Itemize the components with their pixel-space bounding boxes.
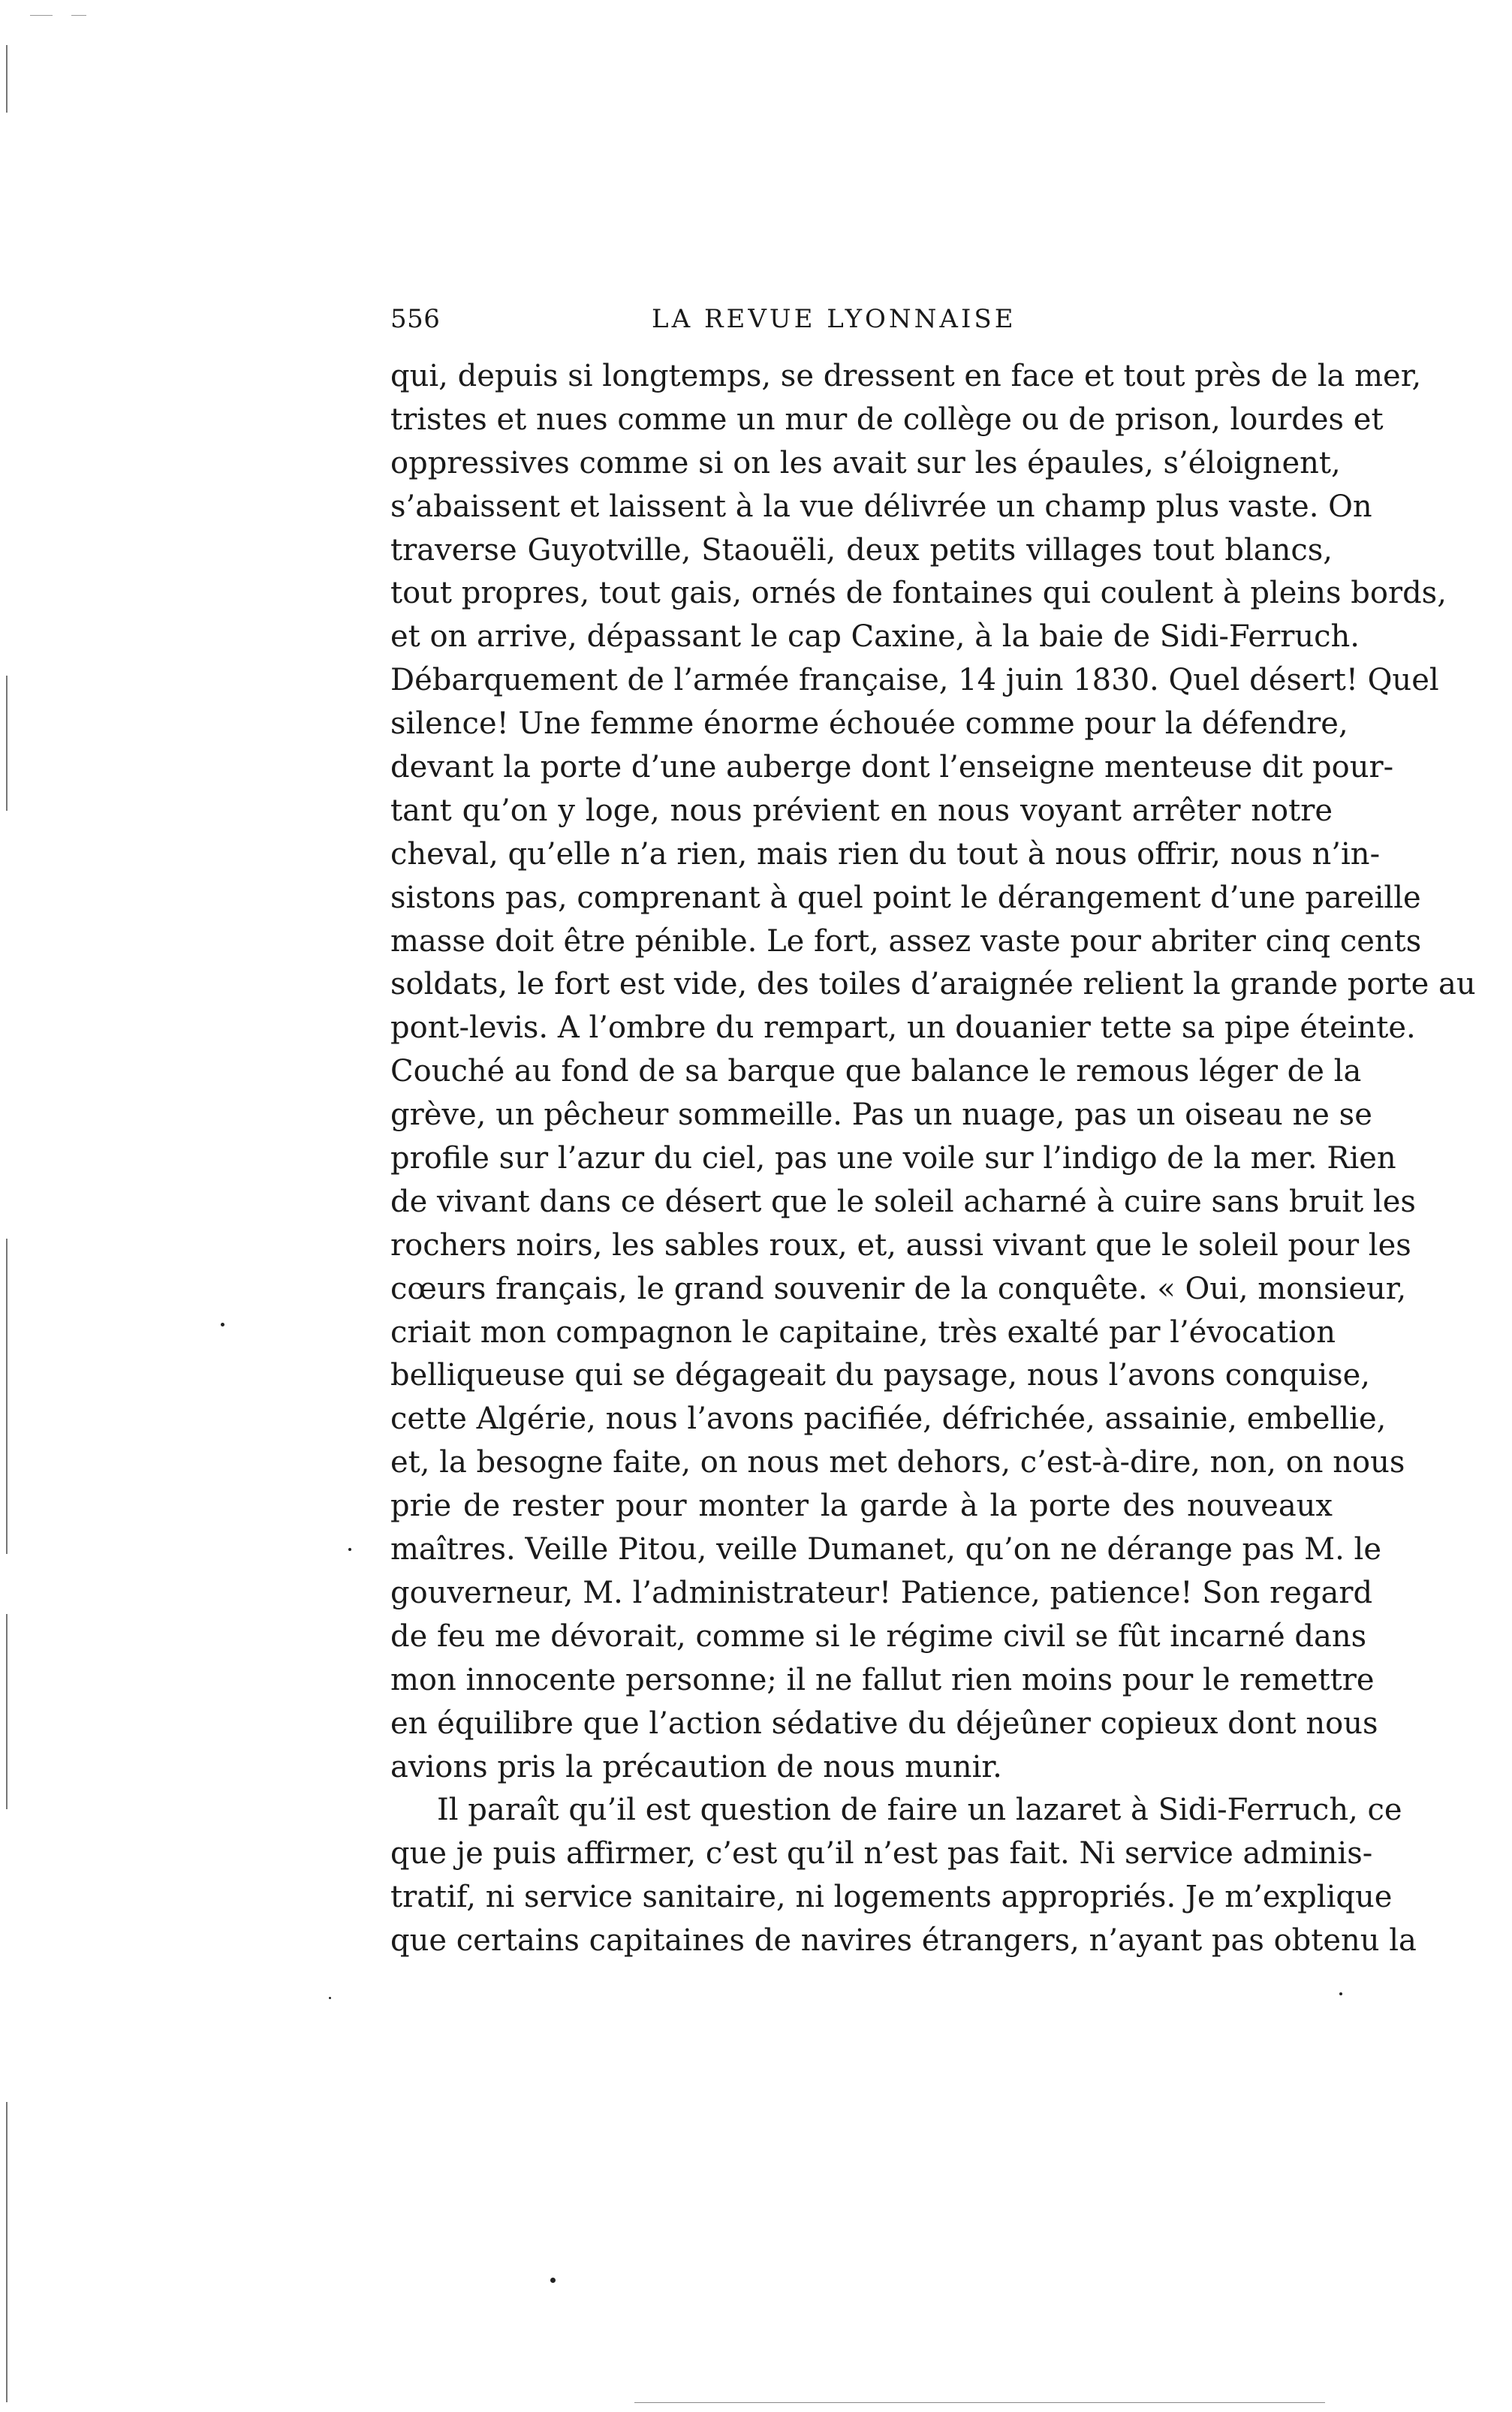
text-line: et, la besogne faite, on nous met dehors, c’est-à-dire, non, on nous xyxy=(390,1445,1405,1480)
text-line: belliqueuse qui se dégageait du paysage, nous l’avons conquise, xyxy=(390,1358,1371,1393)
scan-top-rule xyxy=(71,15,86,16)
scan-speck xyxy=(221,1323,224,1326)
text-line: pont-levis. A l’ombre du rempart, un douanier tette sa pipe éteinte. xyxy=(390,1010,1416,1046)
text-line: grève, un pêcheur sommeille. Pas un nuage, pas un oiseau ne se xyxy=(390,1098,1372,1133)
text-line: que je puis affirmer, c’est qu’il n’est pas fait. Ni service adminis- xyxy=(390,1836,1373,1871)
scan-speck xyxy=(348,1548,351,1551)
text-line: devant la porte d’une auberge dont l’enseigne menteuse dit pour- xyxy=(390,750,1394,785)
scan-speck xyxy=(550,2278,556,2283)
text-line: gouverneur, M. l’administrateur! Patience, patience! Son regard xyxy=(390,1575,1373,1610)
text-line: maîtres. Veille Pitou, veille Dumanet, qu’on ne dérange pas M. le xyxy=(390,1532,1382,1567)
text-line: silence! Une femme énorme échouée comme pour la défendre, xyxy=(390,706,1348,742)
scan-top-rule xyxy=(30,15,53,16)
scan-margin-line xyxy=(6,1614,8,1809)
text-line: prie de rester pour monter la garde à la porte des nouveaux xyxy=(390,1489,1333,1524)
text-line-paragraph-end: avions pris la précaution de nous munir. xyxy=(390,1749,1002,1784)
page-number: 556 xyxy=(390,304,441,334)
text-line: Débarquement de l’armée française, 14 juin 1830. Quel désert! Quel xyxy=(390,663,1439,698)
scan-bottom-rule xyxy=(634,2402,1325,2403)
scan-speck xyxy=(1339,1992,1342,1995)
text-line: qui, depuis si longtemps, se dressent en face et tout près de la mer, xyxy=(390,359,1422,393)
body-text xyxy=(390,355,1476,1962)
text-line: cheval, qu’elle n’a rien, mais rien du tout à nous offrir, nous n’in- xyxy=(390,836,1381,872)
text-line: s’abaissent et laissent à la vue délivrée un champ plus vaste. On xyxy=(390,489,1372,524)
text-line: cette Algérie, nous l’avons pacifiée, défrichée, assainie, embellie, xyxy=(390,1402,1387,1437)
text-line: mon innocente personne; il ne fallut rien moins pour le remettre xyxy=(390,1662,1375,1697)
text-line: soldats, le fort est vide, des toiles d’araignée relient la grande porte au xyxy=(390,967,1476,1002)
text-line: cœurs français, le grand souvenir de la conquête. « Oui, monsieur, xyxy=(390,1271,1407,1306)
text-line: tratif, ni service sanitaire, ni logements appropriés. Je m’explique xyxy=(390,1880,1393,1915)
text-line: et on arrive, dépassant le cap Caxine, à la baie de Sidi-Ferruch. xyxy=(390,619,1360,655)
text-line: de feu me dévorait, comme si le régime civil se fût incarné dans xyxy=(390,1619,1367,1654)
text-line: criait mon compagnon le capitaine, très exalté par l’évocation xyxy=(390,1314,1336,1350)
running-title: LA REVUE LYONNAISE xyxy=(652,304,1017,334)
text-line: sistons pas, comprenant à quel point le dérangement d’une pareille xyxy=(390,880,1421,915)
text-line-paragraph-start: Il paraît qu’il est question de faire un lazaret à Sidi-Ferruch, ce xyxy=(437,1793,1402,1828)
text-line: Couché au fond de sa barque que balance le remous léger de la xyxy=(390,1054,1362,1089)
text-line: oppressives comme si on les avait sur les épaules, s’éloignent, xyxy=(390,445,1341,480)
scan-margin-line xyxy=(6,1239,8,1554)
scan-margin-line xyxy=(6,2102,8,2402)
text-line: rochers noirs, les sables roux, et, aussi vivant que le soleil pour les xyxy=(390,1227,1411,1263)
page-header xyxy=(390,304,1333,342)
scan-speck xyxy=(329,1997,331,1999)
scan-margin-line xyxy=(6,676,8,811)
text-line: que certains capitaines de navires étrangers, n’ayant pas obtenu la xyxy=(390,1923,1417,1959)
text-line: traverse Guyotville, Staouëli, deux petits villages tout blancs, xyxy=(390,532,1333,568)
text-line: profile sur l’azur du ciel, pas une voile sur l’indigo de la mer. Rien xyxy=(390,1141,1396,1176)
text-line: en équilibre que l’action sédative du déjeûner copieux dont nous xyxy=(390,1706,1378,1741)
text-line: tristes et nues comme un mur de collège ou de prison, lourdes et xyxy=(390,402,1384,437)
text-line: de vivant dans ce désert que le soleil acharné à cuire sans bruit les xyxy=(390,1184,1416,1219)
text-line: masse doit être pénible. Le fort, assez vaste pour abriter cinq cents xyxy=(390,923,1422,959)
text-line: tout propres, tout gais, ornés de fontaines qui coulent à pleins bords, xyxy=(390,576,1447,611)
text-line: tant qu’on y loge, nous prévient en nous voyant arrêter notre xyxy=(390,793,1333,828)
scan-margin-line xyxy=(6,45,8,113)
